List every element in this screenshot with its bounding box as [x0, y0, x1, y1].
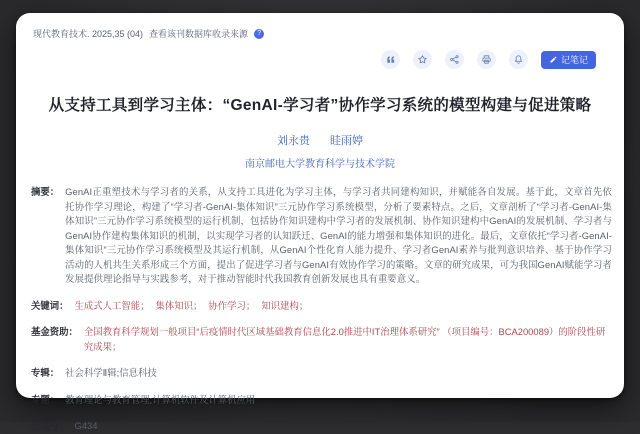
album-label: 专辑：	[31, 367, 60, 378]
keywords-label: 关键词：	[31, 299, 69, 311]
keywords-row	[31, 299, 612, 314]
fund-label: 基金资助：	[31, 326, 78, 337]
fund-link[interactable]: 全国教育科学规划一般项目“后疫情时代区域基础教育信息化2.0推进中IT治理体系研究” （项目编号：BCA200089）的阶段性研究成果；	[83, 326, 606, 352]
keyword-link[interactable]: 知识建构；	[261, 299, 309, 311]
keywords-list	[75, 299, 309, 314]
keyword-link[interactable]: 集体知识；	[155, 299, 203, 311]
keyword-link[interactable]: 生成式人工智能；	[74, 299, 150, 311]
author-link[interactable]: 眭雨婷	[330, 135, 363, 147]
abstract-text: GenAI正重塑技术与学习者的关系，从支持工具进化为学习主体，与学习者共同建构知识，并赋能各自发展。基于此，文章首先依托协作学习理论，构建了“学习者-GenAI-集体知识”三元协作学习系统模型，分析了要素特点。之后，文章剖析了“学习者-GenAI-集体知识”三元协作学习系统模型的运行机制，包括协作知识建构中学习者的发展机制、协作知识建构中GenAI的发展机制、学习者与GenAI协作建构集体知识的机制，以实现学习者的认知跃迁、GenAI的能力增强和集体知识的进化。最后，文章依托“学习者-GenAI-集体知识”三元协作学习系统模型及其运行机制，从GenAI个性化育人能力提升、学习者GenAI素养与批判意识培养、基于协作学习活动的人机共生关系形成三个方面，提出了促进学习者与GenAI有效协作学习的策略。文章的研究成果，可为我国GenAI赋能学习者发展提供理论指导与实践参考，对于推动智能时代我国教育创新发展也具有重要意义。	[65, 186, 613, 284]
keyword-link[interactable]: 协作学习；	[208, 299, 256, 311]
database-source-link[interactable]: 查看该刊数据库收录来源	[149, 29, 249, 39]
take-notes-label: 记笔记	[560, 55, 588, 65]
article-meta	[16, 170, 624, 434]
share-icon[interactable]	[445, 50, 464, 69]
clc-row	[31, 419, 612, 434]
journal-info-row	[16, 13, 624, 40]
pencil-icon	[549, 55, 558, 64]
journal-name-issue[interactable]: 现代教育技术. 2025,35 (04)	[33, 29, 144, 39]
author-list	[16, 132, 624, 148]
article-title: 从支持工具到学习主体：“GenAI-学习者”协作学习系统的模型构建与促进策略	[48, 97, 592, 114]
clc-label: 分类号：	[31, 420, 69, 431]
fund-row	[31, 325, 612, 354]
topic-value[interactable]: 教育理论与教育管理;计算机软件及计算机应用	[65, 393, 256, 405]
article-toolbar	[16, 40, 624, 69]
star-icon[interactable]	[413, 50, 432, 69]
album-row	[31, 366, 612, 381]
article-page-card	[16, 13, 624, 431]
clc-value: G434	[74, 420, 98, 431]
quote-icon[interactable]	[381, 50, 400, 69]
abstract-label: 摘要：	[31, 186, 60, 197]
take-notes-button[interactable]	[541, 51, 596, 69]
help-icon[interactable]: ?	[254, 29, 264, 39]
album-value[interactable]: 社会科学Ⅱ辑;信息科技	[65, 367, 157, 378]
print-icon[interactable]	[477, 50, 496, 69]
topic-label: 专题：	[31, 393, 60, 405]
topic-row	[31, 393, 612, 408]
author-link[interactable]: 刘永贵	[277, 135, 310, 147]
bell-icon[interactable]	[509, 50, 528, 69]
abstract-row	[31, 185, 612, 287]
affiliation-link[interactable]: 南京邮电大学教育科学与技术学院	[245, 159, 395, 170]
